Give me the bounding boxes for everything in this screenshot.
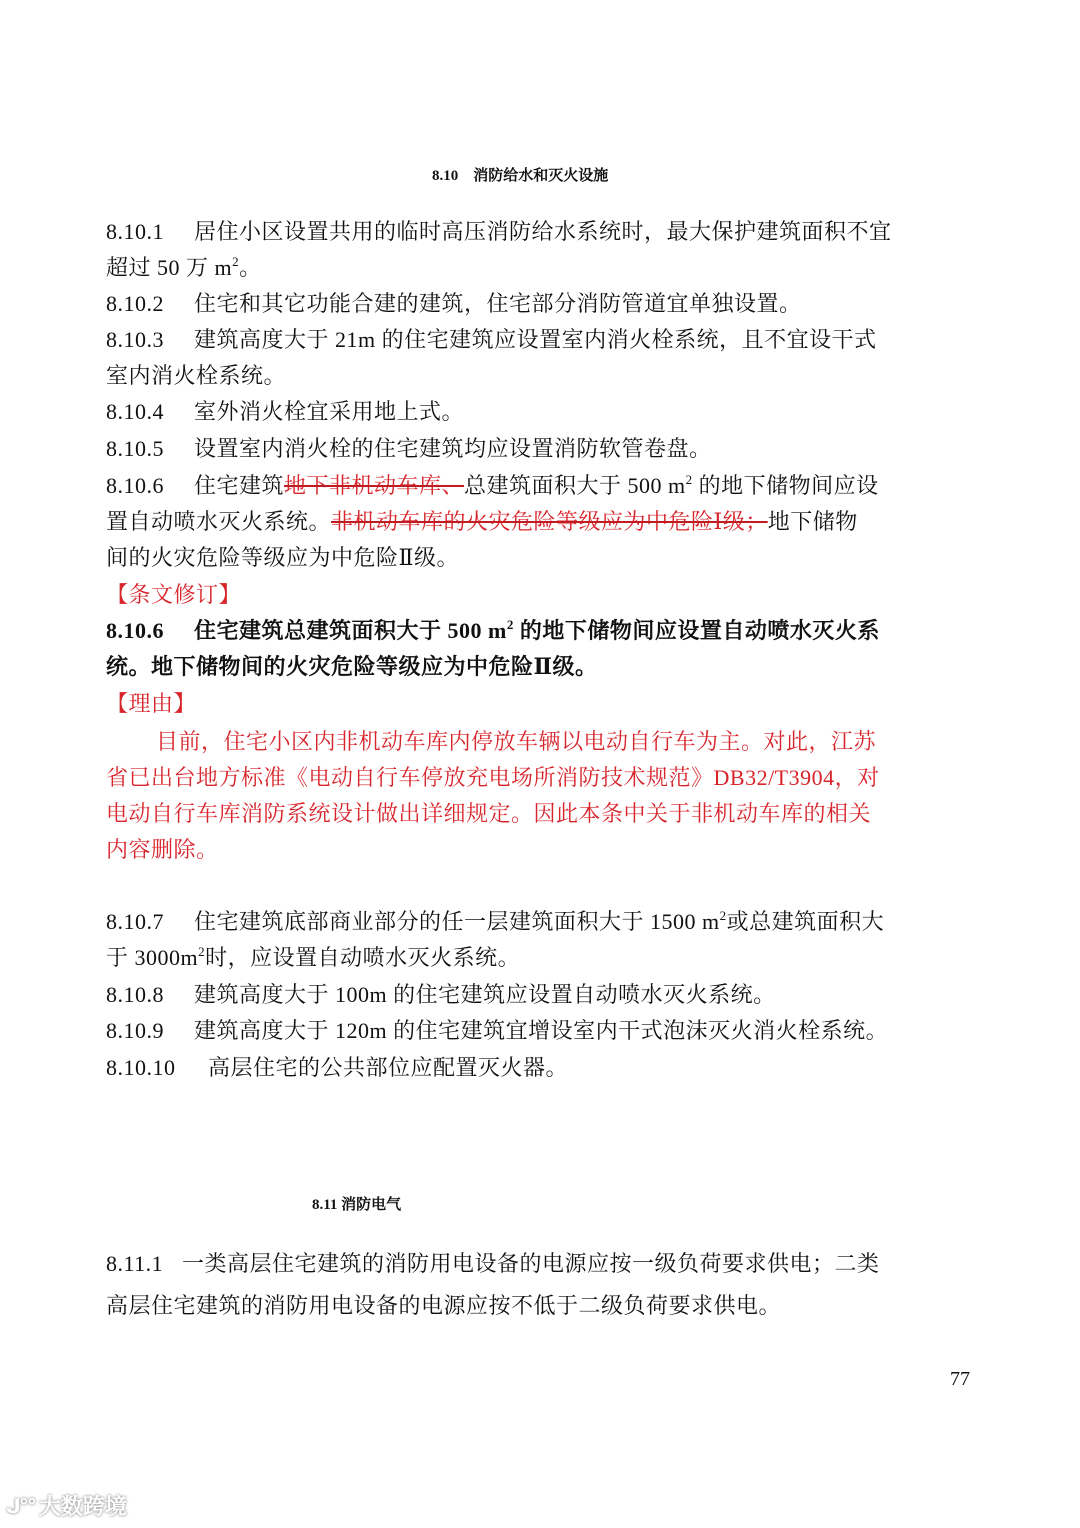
clause-8-10-5: [106, 431, 712, 467]
watermark-logo-icon: ᒍ°°: [6, 1493, 35, 1518]
superscript: 2: [719, 908, 727, 923]
clause-number: 8.10.6: [106, 473, 164, 498]
clause-8-10-6-line-1: [106, 468, 879, 504]
clause-8-10-1-line-1: [106, 214, 892, 250]
clause-8-11-1-line-1: [106, 1246, 880, 1282]
clause-8-10-9: [106, 1013, 888, 1049]
clause-text: 设置室内消火栓的住宅建筑均应设置消防软管卷盘。: [194, 436, 712, 461]
section-title-8-10: 8.10 消防给水和灭火设施: [432, 168, 609, 184]
superscript: 2: [506, 617, 514, 632]
clause-number: 8.10.7: [106, 909, 164, 934]
clause-8-10-10: [106, 1050, 568, 1086]
revised-clause-line-2: 统。地下储物间的火灾危险等级应为中危险Ⅱ级。: [106, 654, 598, 679]
clause-8-10-3-line-2: 室内消火栓系统。: [106, 363, 287, 388]
clause-text: 或总建筑面积大: [726, 909, 885, 934]
clause-text: 于 3000m: [106, 945, 199, 970]
clause-text: 建筑高度大于 21m 的住宅建筑应设置室内消火栓系统，且不宜设干式: [194, 327, 877, 352]
clause-text: 高层住宅的公共部位应配置灭火器。: [208, 1055, 569, 1080]
clause-number: 8.10.2: [106, 291, 164, 316]
clause-8-10-4: [106, 394, 464, 430]
clause-number: 8.10.1: [106, 219, 164, 244]
clause-text: 建筑高度大于 100m 的住宅建筑应设置自动喷水灭火系统。: [194, 982, 776, 1007]
revised-clause-line-1: [106, 613, 880, 649]
clause-text: 住宅建筑底部商业部分的任一层建筑面积大于 1500 m: [194, 909, 720, 934]
watermark-text: 大数跨境: [38, 1495, 127, 1520]
superscript: 2: [198, 944, 206, 959]
clause-8-10-7-line-1: [106, 904, 884, 940]
clause-number: 8.10.5: [106, 436, 164, 461]
clause-text: 建筑高度大于 120m 的住宅建筑宜增设室内干式泡沫灭火消火栓系统。: [194, 1018, 889, 1043]
clause-number: 8.10.3: [106, 327, 164, 352]
clause-text: 。: [239, 255, 262, 280]
reason-line-2: 省已出台地方标准《电动自行车停放充电场所消防技术规范》DB32/T3904，对: [106, 765, 880, 790]
superscript: 2: [232, 254, 240, 269]
clause-text: 置自动喷水灭火系统。: [106, 509, 332, 534]
clause-number: 8.10.4: [106, 399, 164, 424]
clause-text: 居住小区设置共用的临时高压消防给水系统时，最大保护建筑面积不宜: [194, 219, 892, 244]
clause-number: 8.10.6: [106, 618, 164, 643]
reason-line-4: 内容删除。: [106, 837, 219, 862]
clause-8-11-1-line-2: 高层住宅建筑的消防用电设备的电源应按不低于二级负荷要求供电。: [106, 1293, 782, 1318]
reason-label: 【理由】: [106, 691, 197, 716]
clause-text: 超过 50 万 m: [106, 255, 233, 280]
clause-text: 的地下储物间应设置自动喷水灭火系: [513, 618, 880, 643]
clause-text: 的地下储物间应设: [692, 473, 879, 498]
clause-text: 一类高层住宅建筑的消防用电设备的电源应按一级负荷要求供电；二类: [182, 1251, 880, 1276]
clause-text: 住宅和其它功能合建的建筑，住宅部分消防管道宜单独设置。: [194, 291, 802, 316]
reason-line-1: 目前，住宅小区内非机动车库内停放车辆以电动自行车为主。对此，江苏: [156, 729, 877, 754]
clause-text: 总建筑面积大于 500 m: [464, 473, 686, 498]
superscript: 2: [685, 472, 693, 487]
deleted-text: 地下非机动车库、: [284, 473, 465, 498]
watermark: [6, 1490, 127, 1521]
section-title-8-11: 8.11 消防电气: [312, 1197, 402, 1213]
clause-number: 8.10.8: [106, 982, 164, 1007]
clause-8-10-2: [106, 286, 802, 322]
deleted-text: 非机动车库的火灾危险等级应为中危险Ⅰ级；: [331, 509, 768, 534]
clause-text: 时，应设置自动喷水灭火系统。: [205, 945, 521, 970]
clause-8-10-7-line-2: [106, 940, 520, 976]
clause-number: 8.10.9: [106, 1018, 164, 1043]
clause-text: 住宅建筑总建筑面积大于 500 m: [194, 618, 507, 643]
clause-8-10-6-line-2: [106, 504, 858, 540]
clause-8-10-6-line-3: 间的火灾危险等级应为中危险Ⅱ级。: [106, 545, 459, 570]
clause-8-10-1-line-2: [106, 250, 262, 286]
page-number: 77: [950, 1368, 970, 1390]
clause-text: 室外消火栓宜采用地上式。: [194, 399, 465, 424]
reason-line-3: 电动自行车库消防系统设计做出详细规定。因此本条中关于非机动车库的相关: [106, 801, 872, 826]
clause-8-10-8: [106, 977, 776, 1013]
clause-number: 8.10.10: [106, 1055, 176, 1080]
clause-text: 地下储物: [767, 509, 858, 534]
clause-8-10-3-line-1: [106, 322, 877, 358]
revision-label: 【条文修订】: [106, 582, 242, 607]
clause-text: 住宅建筑: [194, 473, 285, 498]
clause-number: 8.11.1: [106, 1251, 164, 1276]
